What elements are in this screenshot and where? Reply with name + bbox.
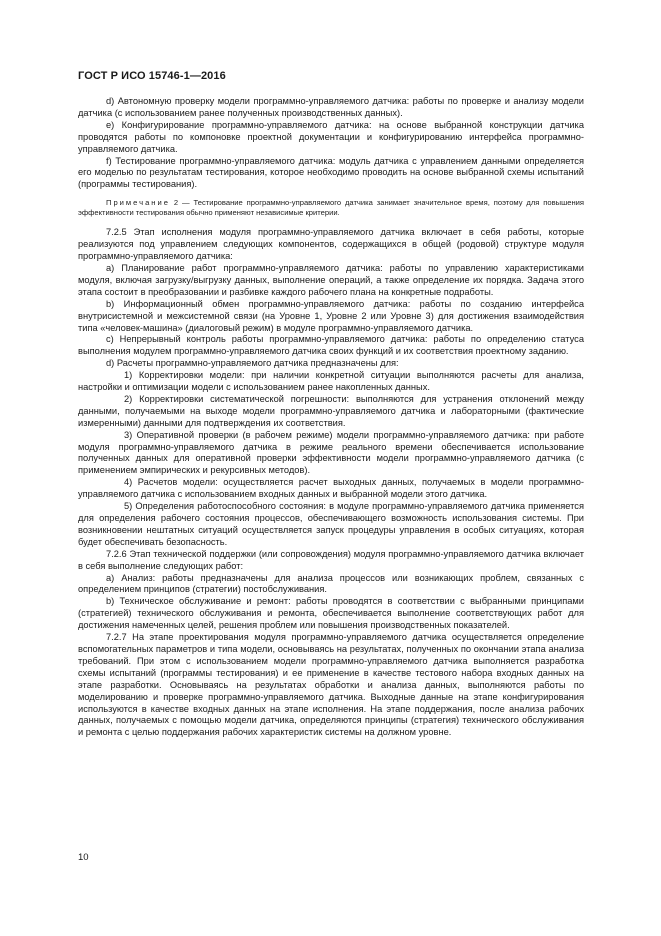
page-number: 10 xyxy=(78,852,89,863)
note-text: 2 — Тестирование программно-управляемого датчика занимает значительное время, поэтому для повышения эффективности тестирования обычно применяют независимые критерии. xyxy=(78,198,584,218)
document-body xyxy=(78,96,584,739)
paragraph-725c: c) Непрерывный контроль работы программно-управляемого датчика: работы по определению статуса выполнения модулем программно-управляемого датчика своих функций и их соответствия проектному заданию. xyxy=(78,334,584,357)
note xyxy=(78,198,584,218)
paragraph-725d: d) Расчеты программно-управляемого датчика предназначены для: xyxy=(106,358,399,369)
list-item-2: 2) Корректировки систематической погрешности: выполняются для устранения отклонений между данными, получаемыми на выходе модели программно-управляемого датчика и лабораторными (фактические измеренными) данными для подтверждения их соответствия. xyxy=(78,393,584,428)
paragraph-3d: d) Автономную проверку модели программно-управляемого датчика: работы по проверке и анализу модели датчика (с использованием ранее полученных производственных данных). xyxy=(78,96,584,118)
paragraph-726a: a) Анализ: работы предназначены для анализа процессов или возникающих проблем, связанных с определением принципов (стратегии) постобслуживания. xyxy=(78,572,584,595)
section-7-2-5: 7.2.5 Этап исполнения модуля программно-управляемого датчика включает в себя работы, которые реализуются под управлением следующих компонентов, содержащихся в общей (родовой) структуре модуля программно-управляемого датчика: xyxy=(78,227,584,262)
document-header: ГОСТ Р ИСО 15746-1—2016 xyxy=(78,70,226,82)
paragraph-3e: e) Конфигурирование программно-управляемого датчика: на основе выбранной конструкции датчика проводятся работы по компоновке проектной документации и конфигурированию интерфейса программно-управляемого датчика. xyxy=(78,119,584,154)
section-7-2-7: 7.2.7 На этапе проектирования модуля программно-управляемого датчика осуществляется определение вспомогательных параметров и типа модели, основываясь на результатах, полученных по окончании этапа анализа требований. При этом с использованием модели программно-управляемого датчика выполняется разработка схемы испытаний (программы тестирования) и ее применение в качестве тестового набора входных данных на этапе разработки. Основываясь на результатах обработки и анализа данных, выполняются работы по моделированию и проверке программно-управляемого датчика. Выходные данные на этапе конфигурирования используются в качестве входных данных на этапе исполнения. На этапе поддержания, после анализа рабочих данных, получаемых с помощью модели датчика, определяются принципы (стратегия) технического обслуживания и ремонта с целью поддержания рабочих характеристик системы на должном уровне. xyxy=(78,632,584,738)
list-item-1: 1) Корректировки модели: при наличии конкретной ситуации выполняются расчеты для анализа, настройки и оптимизации модели с использованием ранее накопленных данных. xyxy=(78,370,584,393)
note-label: Примечание xyxy=(106,198,170,208)
section-7-2-6: 7.2.6 Этап технической поддержки (или сопровождения) модуля программно-управляемого датчика включает в себя выполнение следующих работ: xyxy=(78,548,584,571)
list-item-4: 4) Расчетов модели: осуществляется расчет выходных данных, получаемых в модели программно-управляемого датчика с использованием входных данных и выбранной модели этого датчика. xyxy=(78,477,584,500)
paragraph-726b: b) Техническое обслуживание и ремонт: работы проводятся в соответствии с выбранными принципами (стратегией) технического обслуживания и ремонта, обеспечивается выполнение соответствующих работ для достижения намеченных целей, решения проблем или повышения производственных показателей. xyxy=(78,596,584,631)
paragraph-3f: f) Тестирование программно-управляемого датчика: модуль датчика с управлением данными определяется его моделью по результатам тестирования, которое необходимо проводить на основе выбранной схемы испытаний (программы тестирования). xyxy=(78,155,584,190)
list-item-5: 5) Определения работоспособного состояния: в модуле программно-управляемого датчика применяется для определения рабочего состояния процессов, обеспечивающего возможность использования системы. При возникновении нештатных ситуаций осуществляется запуск процедуры управления в особых ситуациях, которая будет обеспечивать безопасность. xyxy=(78,501,584,547)
paragraph-725b: b) Информационный обмен программно-управляемого датчика: работы по созданию интерфейса внутрисистемной и межсистемной связи (на Уровне 1, Уровне 2 или Уровне 3) для достижения взаимодействия типа «человек-машина» (диалоговый режим) в модуле программно-управляемого датчика. xyxy=(78,298,584,333)
paragraph-725a: a) Планирование работ программно-управляемого датчика: работы по управлению характеристиками модуля, включая загрузку/выгрузку данных, выполнение операций, а также определение их порядка. Задача этого этапа состоит в преобразовании и разбивке каждого рабочего плана на конкретные подработы. xyxy=(78,262,584,297)
list-item-3: 3) Оперативной проверки (в рабочем режиме) модели программно-управляемого датчика: при работе модуля программно-управляемого датчика в режиме реального времени обеспечивается использование полученных данных для оперативной проверки эффективности модели программно-управляемого датчика (с применением эмпирических и рекурсивных методов). xyxy=(78,429,584,476)
